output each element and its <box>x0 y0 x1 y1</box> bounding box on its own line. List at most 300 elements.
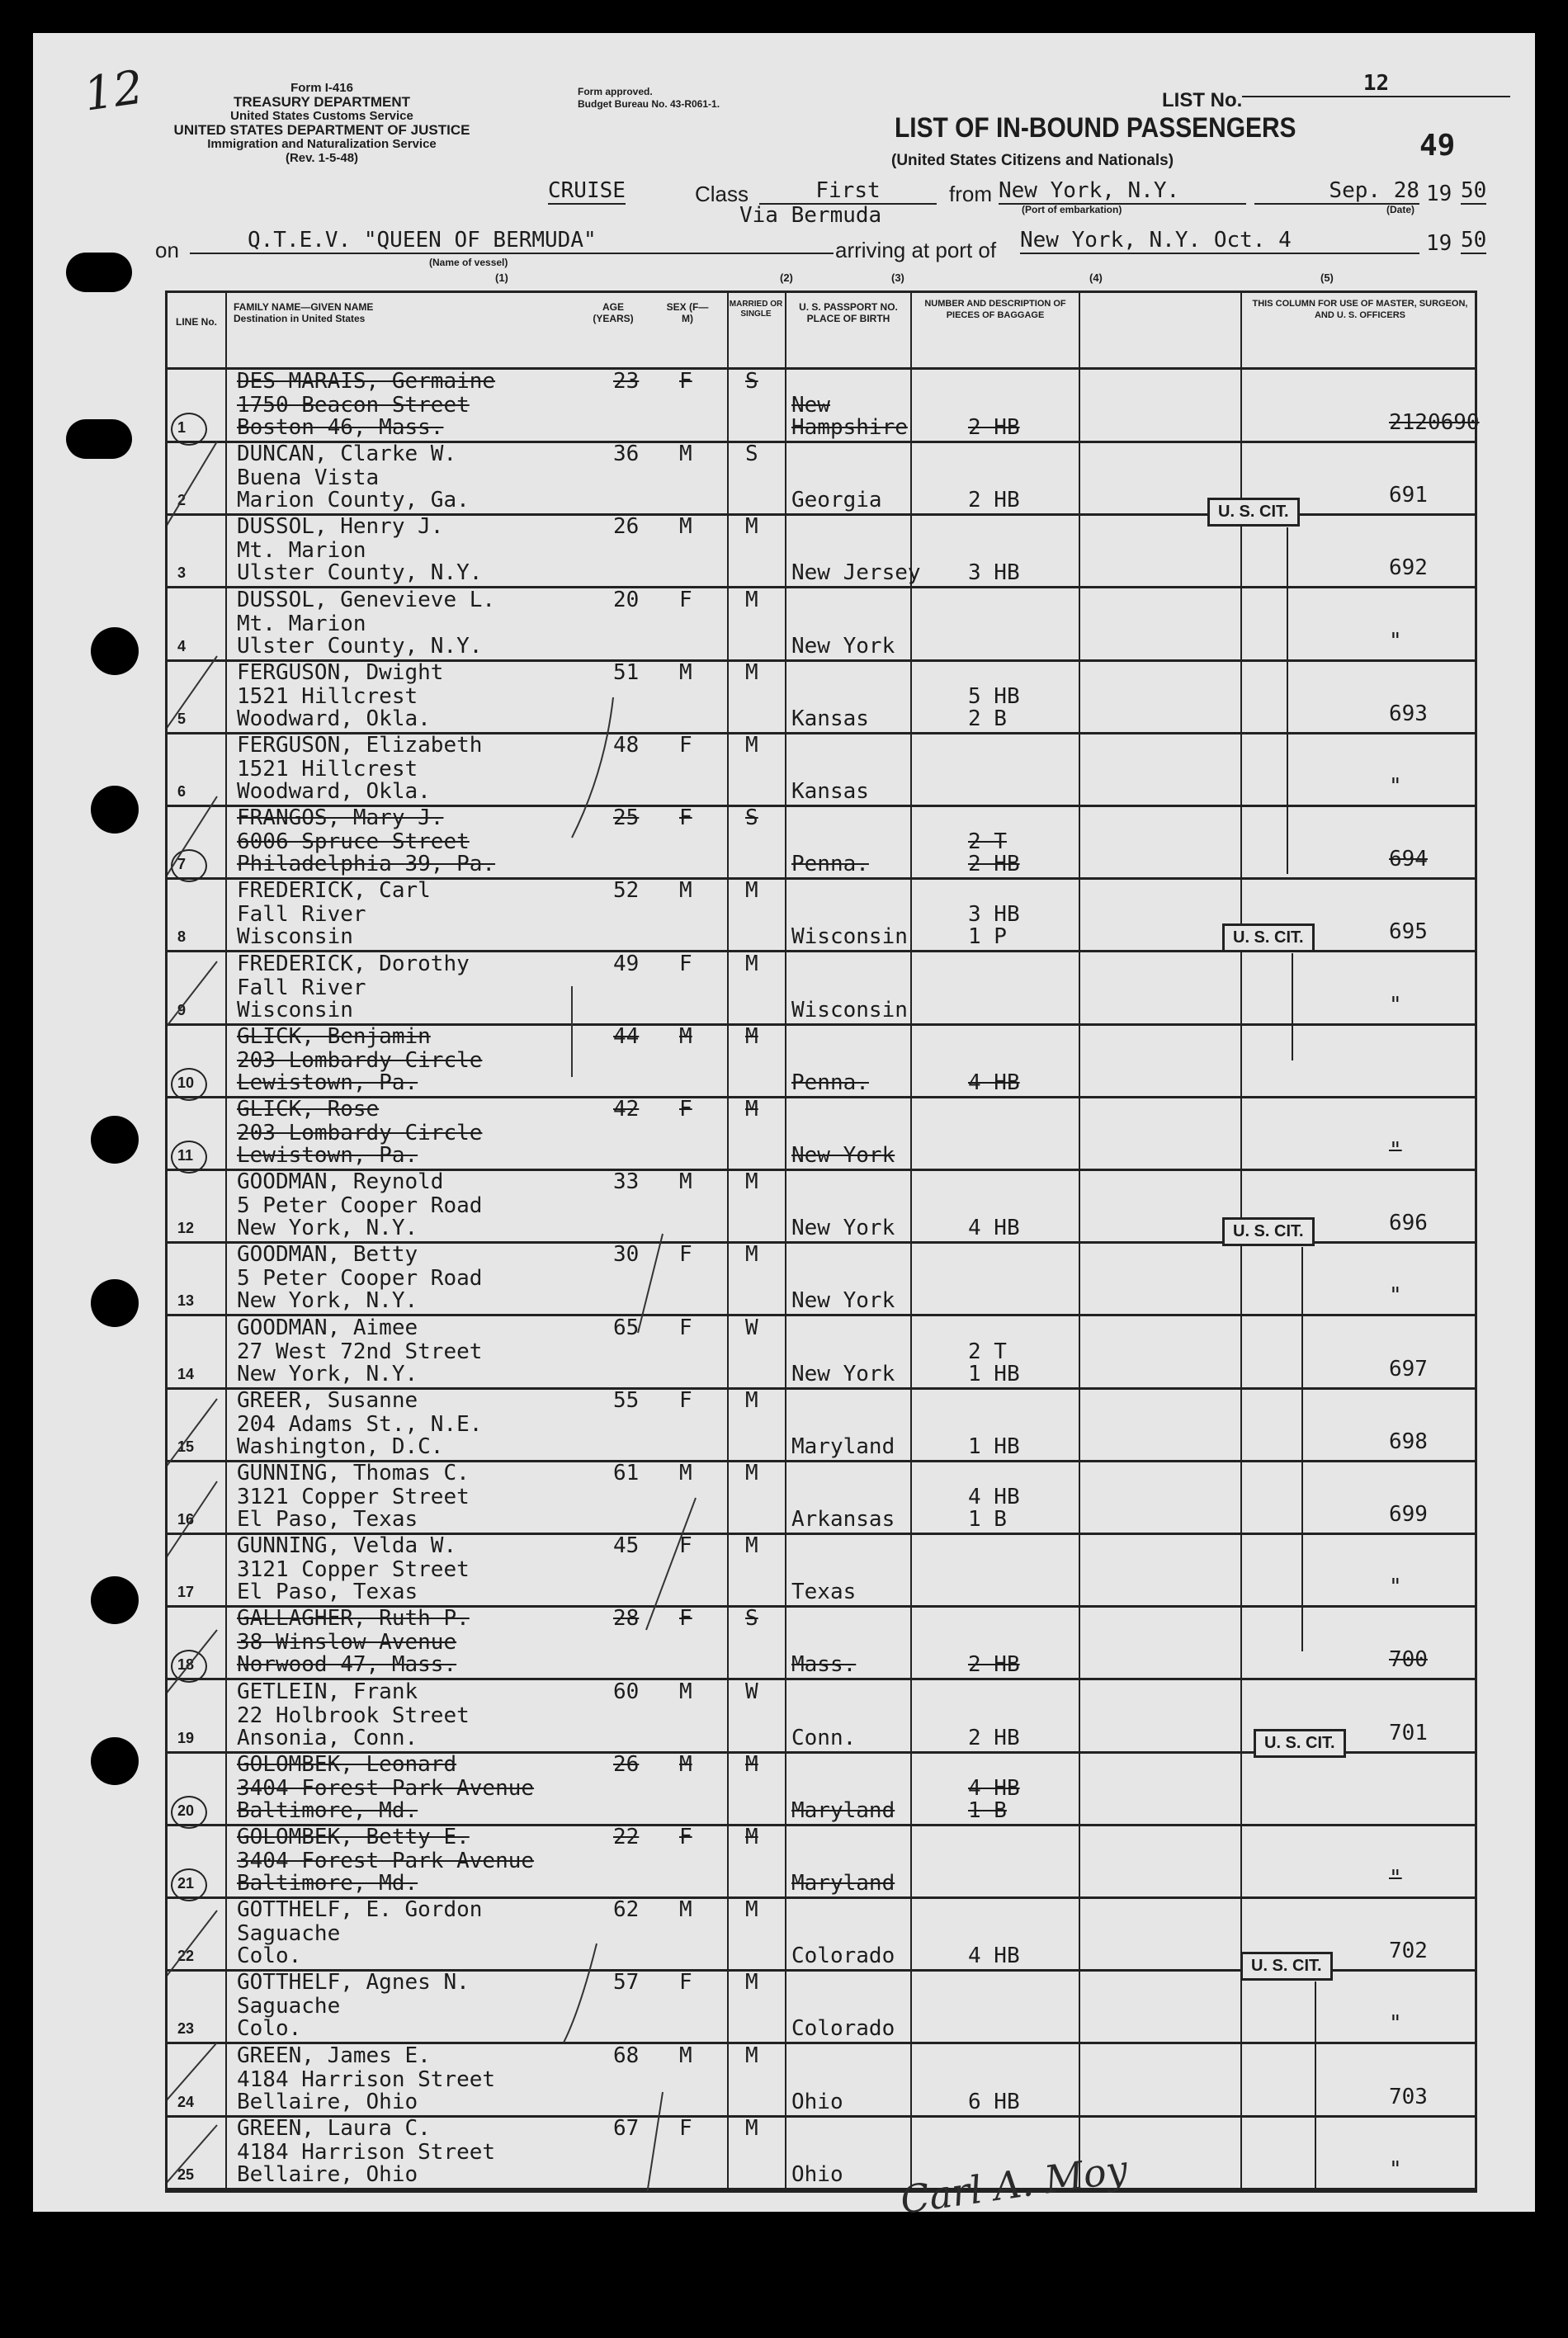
birthplace: Georgia <box>791 488 882 513</box>
passenger-name: GREER, Susanne <box>237 1387 418 1413</box>
birthplace: Penna. <box>791 852 869 877</box>
officer-number: 702 <box>1389 1939 1428 1964</box>
passenger-age: 36 <box>613 442 640 467</box>
passenger-name: FREDERICK, Carl <box>237 878 431 904</box>
passenger-address-line2: Bellaire, Ohio <box>237 2161 418 2187</box>
passenger-marital: M <box>745 1023 758 1049</box>
officer-number: 698 <box>1389 1429 1428 1454</box>
form-approved <box>578 86 720 111</box>
form-block <box>157 81 487 165</box>
passenger-address-line2: Ulster County, N.Y. <box>237 560 483 586</box>
baggage-line1: 2 HB <box>968 1725 1020 1750</box>
punch-hole <box>66 419 132 459</box>
passenger-name: GREEN, Laura C. <box>237 2115 431 2141</box>
passenger-sex: M <box>679 1461 692 1485</box>
from-year-prefix: 19 <box>1426 182 1452 206</box>
arrival-year: 50 <box>1461 228 1487 253</box>
line-number: 13 <box>177 1292 195 1310</box>
check-marks <box>168 293 1475 2191</box>
passenger-name: DES MARAIS, Germaine <box>237 369 496 394</box>
passenger-address-line2: El Paso, Texas <box>237 1580 418 1605</box>
passenger-age: 68 <box>613 2043 640 2068</box>
passenger-marital: M <box>745 1461 758 1485</box>
baggage-line2: 1 HB <box>968 1361 1020 1386</box>
birthplace: New York <box>791 633 895 659</box>
birthplace: Maryland <box>791 1434 895 1459</box>
officer-number: " <box>1389 992 1402 1018</box>
passenger-name: GOODMAN, Aimee <box>237 1315 418 1340</box>
passenger-name: GOODMAN, Reynold <box>237 1169 444 1195</box>
baggage-line1: 3 HB <box>968 560 1020 586</box>
vessel-caption: (Name of vessel) <box>429 257 508 268</box>
birthplace: Arkansas <box>791 1507 895 1532</box>
list-no-label: LIST No. <box>1162 89 1243 111</box>
birthplace: Wisconsin <box>791 997 908 1023</box>
signature: Carl A. Moy <box>897 2146 1131 2223</box>
passenger-address-line1: Fall River <box>237 975 366 1000</box>
us-cit-stamp: U. S. CIT. <box>1240 1952 1333 1981</box>
baggage-line2: 1 P <box>968 924 1007 950</box>
check-mark <box>168 1399 217 1498</box>
punch-hole <box>91 1279 139 1327</box>
passenger-name: GOLOMBEK, Betty E. <box>237 1825 470 1849</box>
passenger-address-line2: Woodward, Okla. <box>237 706 431 731</box>
header-married: MARRIED OR SINGLE <box>729 300 783 319</box>
line-number: 9 <box>177 1001 187 1018</box>
baggage-line1: 4 HB <box>968 1944 1020 1969</box>
passenger-table <box>165 290 1480 2193</box>
passenger-age: 44 <box>613 1023 640 1049</box>
birthplace: Conn. <box>791 1725 857 1750</box>
baggage-line1: 2 HB <box>968 415 1020 440</box>
passenger-sex: F <box>679 1097 692 1122</box>
passenger-age: 30 <box>613 1242 640 1268</box>
punch-hole <box>91 1576 139 1624</box>
header-officers: THIS COLUMN FOR USE OF MASTER, SURGEON, AND U. S. OFFICERS <box>1252 299 1468 320</box>
officer-number: " <box>1389 1575 1402 1600</box>
passenger-sex: M <box>679 1169 692 1195</box>
baggage-line1: 4 HB <box>968 1216 1020 1241</box>
document-subtitle: (United States Citizens and Nationals) <box>891 152 1174 169</box>
passenger-age: 67 <box>613 2115 640 2141</box>
line-number: 24 <box>177 2093 195 2110</box>
passenger-address-line1: Fall River <box>237 902 366 928</box>
arrival-date: Oct. 4 <box>1213 228 1292 253</box>
passenger-age: 25 <box>613 805 640 831</box>
passenger-marital: M <box>745 733 758 758</box>
passenger-age: 20 <box>613 587 640 612</box>
passenger-address-line2: Ansonia, Conn. <box>237 1725 418 1750</box>
passenger-address-line1: 4184 Harrison Street <box>237 2066 496 2092</box>
line-number: 10 <box>177 1074 195 1091</box>
birthplace: Maryland <box>791 1871 895 1896</box>
passenger-age: 26 <box>613 1751 640 1777</box>
line-number: 4 <box>177 637 187 654</box>
passenger-address-line2: Colo. <box>237 1944 302 1969</box>
birthplace: Mass. <box>791 1652 857 1678</box>
passenger-address-line2: Woodward, Okla. <box>237 779 431 804</box>
passenger-name: FRANGOS, Mary J. <box>237 805 444 831</box>
passenger-marital: M <box>745 1533 758 1559</box>
passenger-address-line1: 1521 Hillcrest <box>237 757 418 782</box>
check-mark <box>168 1911 217 2018</box>
officer-number: 695 <box>1389 919 1428 945</box>
passenger-marital: M <box>745 1825 758 1849</box>
passenger-sex: M <box>679 1023 692 1049</box>
check-mark <box>168 1481 217 1580</box>
officer-number: 701 <box>1389 1720 1428 1745</box>
line-number: 22 <box>177 1948 195 1965</box>
birthplace: Hampshire <box>791 415 908 440</box>
officer-number: " <box>1389 1866 1402 1891</box>
page-number: 49 <box>1419 129 1456 163</box>
baggage-line1: 4 HB <box>968 1775 1020 1801</box>
passenger-sex: M <box>679 1897 692 1923</box>
officer-number: " <box>1389 2156 1402 2182</box>
line-number: 5 <box>177 710 187 727</box>
passenger-marital: M <box>745 1387 758 1413</box>
passenger-age: 55 <box>613 1387 640 1413</box>
from-port: New York, N.Y. <box>999 178 1246 205</box>
class-label: Class <box>695 182 749 206</box>
from-date: Sep. 28 <box>1254 178 1419 205</box>
passenger-age: 42 <box>613 1097 640 1122</box>
officer-number: 700 <box>1389 1647 1428 1673</box>
passenger-address-line2: Baltimore, Md. <box>237 1797 418 1823</box>
passenger-name: GREEN, James E. <box>237 2043 431 2068</box>
passenger-address-line1: 27 West 72nd Street <box>237 1339 483 1364</box>
birthplace: Ohio <box>791 2161 843 2187</box>
customs-service: United States Customs Service <box>230 109 413 123</box>
passenger-address-line2: Norwood 47, Mass. <box>237 1652 457 1678</box>
passenger-marital: M <box>745 587 758 612</box>
passenger-address-line1: Mt. Marion <box>237 538 366 564</box>
passenger-name: GALLAGHER, Ruth P. <box>237 1606 470 1632</box>
passenger-address-line2: Ulster County, N.Y. <box>237 633 483 659</box>
officer-number: 2120690 <box>1389 410 1480 435</box>
birthplace: Wisconsin <box>791 924 908 950</box>
from-label: from <box>949 182 992 206</box>
birthplace: New York <box>791 1143 895 1168</box>
line-number: 20 <box>177 1802 195 1819</box>
punch-hole <box>91 786 139 834</box>
birthplace: Colorado <box>791 1944 895 1969</box>
port-caption: (Port of embarkation) <box>1022 204 1122 215</box>
passenger-age: 33 <box>613 1169 640 1195</box>
baggage-line1: 6 HB <box>968 2089 1020 2114</box>
birthplace: Penna. <box>791 1070 869 1095</box>
treasury-dept: TREASURY DEPARTMENT <box>233 94 411 110</box>
passenger-marital: M <box>745 1751 758 1777</box>
justice-dept: UNITED STATES DEPARTMENT OF JUSTICE <box>173 122 470 138</box>
us-cit-stamp: U. S. CIT. <box>1207 498 1300 527</box>
passenger-name: GOTTHELF, E. Gordon <box>237 1897 483 1923</box>
check-mark <box>168 442 217 607</box>
passenger-address-line2: El Paso, Texas <box>237 1507 418 1532</box>
passenger-sex: F <box>679 805 692 831</box>
line-number: 16 <box>177 1511 195 1528</box>
passenger-sex: M <box>679 514 692 540</box>
passenger-address-line2: Wisconsin <box>237 997 353 1023</box>
header-baggage: NUMBER AND DESCRIPTION OF PIECES OF BAGGAGE <box>924 299 1066 320</box>
passenger-address-line2: New York, N.Y. <box>237 1288 418 1314</box>
passenger-sex: F <box>679 951 692 976</box>
passenger-sex: M <box>679 1751 692 1777</box>
punch-hole <box>91 1116 139 1164</box>
passenger-marital: S <box>745 805 758 831</box>
on-label: on <box>155 238 179 262</box>
passenger-address-line2: New York, N.Y. <box>237 1361 418 1386</box>
passenger-age: 65 <box>613 1315 640 1340</box>
passenger-marital: M <box>745 659 758 685</box>
header-passport: U. S. PASSPORT NO. PLACE OF BIRTH <box>799 301 898 324</box>
passenger-sex: M <box>679 878 692 904</box>
line-number: 23 <box>177 2020 195 2038</box>
passenger-sex: M <box>679 442 692 467</box>
passenger-marital: M <box>745 1897 758 1923</box>
passenger-marital: S <box>745 442 758 467</box>
col-number-3: (3) <box>891 272 904 284</box>
line-number: 12 <box>177 1220 195 1237</box>
bracket-mark <box>646 2092 663 2191</box>
line-number: 17 <box>177 1584 195 1601</box>
passenger-age: 28 <box>613 1606 640 1632</box>
col-number-4: (4) <box>1089 272 1103 284</box>
bracket-mark <box>572 697 613 838</box>
passenger-sex: M <box>679 2043 692 2068</box>
line-number: 19 <box>177 1729 195 1746</box>
baggage-line2: 1 B <box>968 1507 1007 1532</box>
budget-bureau-line: Budget Bureau No. 43-R061-1. <box>578 98 720 110</box>
line-number: 21 <box>177 1875 195 1892</box>
punch-hole <box>91 1737 139 1785</box>
us-cit-stamp: U. S. CIT. <box>1222 923 1315 952</box>
passenger-address-line1: 203 Lombardy Circle <box>237 1047 483 1073</box>
line-number: 11 <box>177 1147 194 1164</box>
birthplace: Kansas <box>791 706 869 731</box>
passenger-address-line2: Philadelphia 39, Pa. <box>237 852 496 877</box>
passenger-address-line2: Lewistown, Pa. <box>237 1143 418 1168</box>
passenger-name: DUSSOL, Henry J. <box>237 514 444 540</box>
line-number: 7 <box>177 856 187 873</box>
passenger-address-line1: 3121 Copper Street <box>237 1485 470 1509</box>
baggage-line1: 3 HB <box>968 902 1020 928</box>
check-mark <box>168 961 217 1036</box>
officer-number: 693 <box>1389 701 1428 726</box>
birthplace: Colorado <box>791 2016 895 2042</box>
passenger-name: GOTTHELF, Agnes N. <box>237 1970 470 1996</box>
passenger-address-line1: 22 Holbrook Street <box>237 1703 470 1728</box>
us-cit-stamp: U. S. CIT. <box>1254 1729 1346 1758</box>
line-number: 8 <box>177 928 187 946</box>
passenger-name: GOODMAN, Betty <box>237 1242 418 1268</box>
passenger-age: 60 <box>613 1679 640 1704</box>
passenger-marital: M <box>745 2115 758 2141</box>
arrival-year-prefix: 19 <box>1426 231 1452 256</box>
passenger-name: GLICK, Benjamin <box>237 1023 431 1049</box>
baggage-line1: 4 HB <box>968 1485 1020 1509</box>
passenger-sex: M <box>679 1679 692 1704</box>
officer-number: 697 <box>1389 1356 1428 1382</box>
passenger-address-line1: 3404 Forest Park Avenue <box>237 1849 535 1873</box>
birthplace: Maryland <box>791 1797 895 1823</box>
birthplace: New York <box>791 1361 895 1386</box>
passenger-address-line2: Bellaire, Ohio <box>237 2089 418 2114</box>
punch-hole <box>91 627 139 675</box>
us-cit-stamp: U. S. CIT. <box>1222 1217 1315 1246</box>
passenger-address-line2: Boston 46, Mass. <box>237 415 444 440</box>
bracket-mark <box>564 1944 597 2043</box>
passenger-sex: M <box>679 659 692 685</box>
passenger-name: GETLEIN, Frank <box>237 1679 418 1704</box>
passenger-marital: M <box>745 1169 758 1195</box>
col-number-5: (5) <box>1320 272 1334 284</box>
officer-number: 699 <box>1389 1502 1428 1527</box>
class-value: First <box>759 178 937 205</box>
baggage-line1: 2 HB <box>968 488 1020 513</box>
form-number: Form I-416 <box>290 81 353 95</box>
passenger-address-line1: 38 Winslow Avenue <box>237 1630 457 1655</box>
baggage-line1: 5 HB <box>968 683 1020 709</box>
passenger-address-line2: Colo. <box>237 2016 302 2042</box>
check-mark <box>168 1630 217 1712</box>
baggage-line1: 1 HB <box>968 1434 1020 1459</box>
passenger-name: FERGUSON, Dwight <box>237 659 444 685</box>
passenger-address-line1: 5 Peter Cooper Road <box>237 1193 483 1219</box>
check-mark <box>168 656 217 739</box>
cruise-label: CRUISE <box>548 178 626 203</box>
passenger-name: GLICK, Rose <box>237 1097 380 1122</box>
passenger-name: FERGUSON, Elizabeth <box>237 733 483 758</box>
passenger-age: 51 <box>613 659 640 685</box>
passenger-age: 61 <box>613 1461 640 1485</box>
officer-number: 692 <box>1389 555 1428 581</box>
passenger-address-line1: Saguache <box>237 1921 341 1947</box>
passenger-address-line1: 3121 Copper Street <box>237 1557 470 1583</box>
passenger-name: DUNCAN, Clarke W. <box>237 442 457 467</box>
passenger-marital: M <box>745 2043 758 2068</box>
passenger-marital: S <box>745 1606 758 1632</box>
header-line: LINE No. <box>176 316 217 328</box>
passenger-address-line2: New York, N.Y. <box>237 1216 418 1241</box>
manifest-page <box>33 33 1535 2223</box>
passenger-marital: M <box>745 878 758 904</box>
vessel-name: Q.T.E.V. "QUEEN OF BERMUDA" <box>190 228 834 254</box>
line-number: 2 <box>177 492 187 509</box>
officer-number: 694 <box>1389 847 1428 872</box>
from-year: 50 <box>1461 178 1487 203</box>
arrival-port-date <box>1020 228 1419 254</box>
col-number-1: (1) <box>495 272 508 284</box>
passenger-address-line2: Marion County, Ga. <box>237 488 470 513</box>
birthplace: Ohio <box>791 2089 843 2114</box>
passenger-age: 62 <box>613 1897 640 1923</box>
header-name: FAMILY NAME—GIVEN NAME Destination in United States <box>234 301 374 324</box>
baggage-line2: 2 B <box>968 706 1007 731</box>
passenger-age: 23 <box>613 369 640 394</box>
passenger-age: 45 <box>613 1533 640 1559</box>
passenger-address-line2: Baltimore, Md. <box>237 1871 418 1896</box>
baggage-line2: 1 B <box>968 1797 1007 1823</box>
passenger-sex: F <box>679 2115 692 2141</box>
passenger-age: 22 <box>613 1825 640 1849</box>
check-mark <box>168 2043 217 2109</box>
baggage-line2: 2 HB <box>968 852 1020 877</box>
passenger-sex: F <box>679 587 692 612</box>
officer-number: " <box>1389 2011 1402 2037</box>
passenger-address-line1: 5 Peter Cooper Road <box>237 1266 483 1292</box>
header-sex: SEX (F—M) <box>666 301 709 324</box>
passenger-address-line1: 203 Lombardy Circle <box>237 1121 483 1145</box>
passenger-name: GUNNING, Thomas C. <box>237 1461 470 1485</box>
passenger-address-line2: Lewistown, Pa. <box>237 1070 418 1095</box>
officer-number: 696 <box>1389 1211 1428 1236</box>
line-number: 6 <box>177 783 187 800</box>
officer-number: " <box>1389 774 1402 799</box>
passenger-marital: M <box>745 1242 758 1268</box>
passenger-sex: F <box>679 1315 692 1340</box>
passenger-sex: F <box>679 733 692 758</box>
margin-note: 12 <box>80 60 147 122</box>
officer-number: " <box>1389 1283 1402 1309</box>
date-caption: (Date) <box>1386 204 1415 215</box>
passenger-sex: F <box>679 1242 692 1268</box>
form-revision: (Rev. 1-5-48) <box>285 151 359 165</box>
passenger-marital: S <box>745 369 758 394</box>
passenger-sex: F <box>679 1970 692 1996</box>
ins: Immigration and Naturalization Service <box>207 137 437 151</box>
passenger-age: 52 <box>613 878 640 904</box>
passenger-name: DUSSOL, Genevieve L. <box>237 587 496 612</box>
birthplace: New York <box>791 1216 895 1241</box>
birthplace: Texas <box>791 1580 857 1605</box>
passenger-name: GOLOMBEK, Leonard <box>237 1751 457 1777</box>
passenger-marital: M <box>745 951 758 976</box>
punch-hole <box>66 253 132 292</box>
officer-number: " <box>1389 1138 1402 1163</box>
birthplace-line1: New <box>791 393 830 418</box>
birthplace: Kansas <box>791 779 869 804</box>
passenger-marital: M <box>745 514 758 540</box>
passenger-address-line1: 4184 Harrison Street <box>237 2139 496 2165</box>
passenger-address-line1: 1750 Beacon Street <box>237 393 470 418</box>
passenger-address-line1: Buena Vista <box>237 465 380 491</box>
via: Via Bermuda <box>739 203 882 228</box>
passenger-name: FREDERICK, Dorothy <box>237 951 470 976</box>
passenger-sex: F <box>679 1606 692 1632</box>
line-number: 3 <box>177 564 187 582</box>
line-number: 14 <box>177 1365 195 1382</box>
check-mark <box>168 796 217 887</box>
passenger-address-line1: Mt. Marion <box>237 611 366 636</box>
passenger-sex: F <box>679 1387 692 1413</box>
passenger-age: 49 <box>613 951 640 976</box>
passenger-sex: F <box>679 1533 692 1559</box>
passenger-address-line1: 6006 Spruce Street <box>237 829 470 855</box>
passenger-marital: M <box>745 1970 758 1996</box>
document-title: LIST OF IN-BOUND PASSENGERS <box>895 112 1296 144</box>
baggage-line1: 2 T <box>968 829 1007 855</box>
form-approved-line: Form approved. <box>578 86 653 97</box>
passenger-marital: W <box>745 1679 758 1704</box>
list-no-value: 12 <box>1242 71 1510 97</box>
birthplace: New York <box>791 1288 895 1314</box>
arrival-port: New York, N.Y. <box>1020 228 1202 253</box>
line-number: 18 <box>177 1656 195 1674</box>
bracket-mark <box>638 1234 663 1333</box>
passenger-age: 48 <box>613 733 640 758</box>
passenger-address-line2: Washington, D.C. <box>237 1434 444 1459</box>
